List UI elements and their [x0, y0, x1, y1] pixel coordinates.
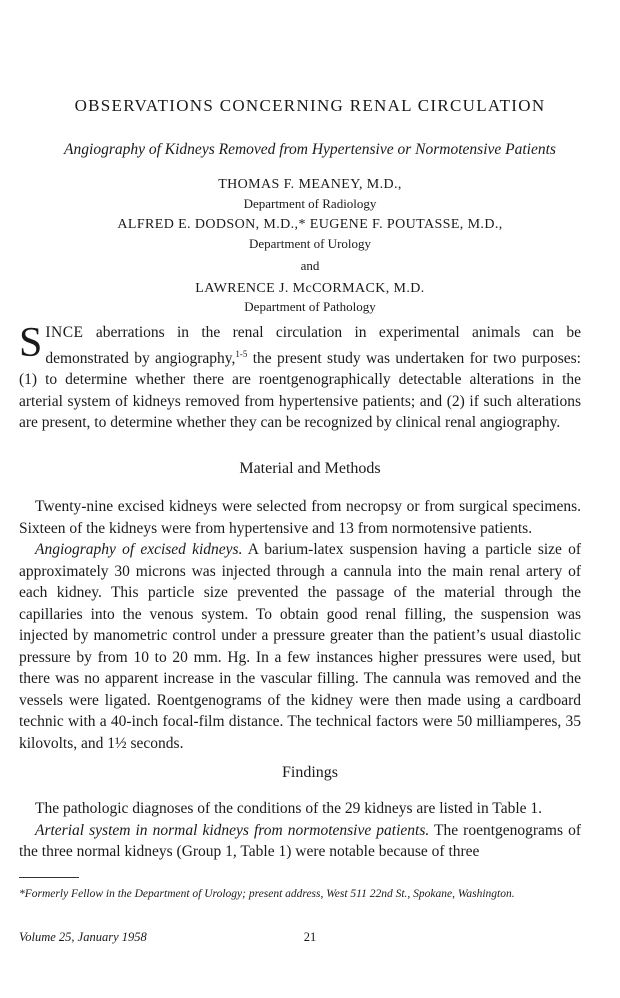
intro-text-b: the present study was undertaken for two purposes: (1) to determine whether there are roentgenographically detectable alterations in the arterial system of kidneys removed from hypertensive patients; and (2) if such alterations are present, to determine whether they can be recognized by clinical renal angiography. [19, 349, 581, 432]
findings-paragraph-2 [19, 820, 581, 863]
footnote: *Formerly Fellow in the Department of Urology; present address, West 511 22nd St., Spokane, Washington. [19, 888, 515, 900]
journal-volume: Volume 25, January 1958 [19, 930, 147, 944]
author-mccormack: LAWRENCE J. McCORMACK, M.D. [195, 281, 425, 296]
methods-paragraph-2 [19, 539, 581, 754]
author-dodson-poutasse: ALFRED E. DODSON, M.D.,* EUGENE F. POUTASSE, M.D., [117, 217, 503, 232]
methods-subheading: Angiography of excised kidneys. [35, 541, 243, 558]
dept-pathology: Department of Pathology [244, 299, 376, 314]
heading-methods: Material and Methods [239, 460, 381, 477]
methods-paragraph-2-text: A barium-latex suspension having a particle size of approximately 30 microns was injected through a cannula into the main renal artery of each kidney. This particle size prevented the passage of the material through the capillaries into the venous system. To obtain good renal filling, the suspension was injected by manometric control under a pressure greater than the patient’s usual diastolic pressure by from 10 to 20 mm. Hg. In a few instances higher pressures were used, but there was no apparent increase in the vascular filling. The cannula was removed and the vessels were ligated. Roentgenograms of the kidney were then made using a cardboard technic with a 40-inch focal-film distance. The technical factors were 50 milliamperes, 35 kilovolts, and 1½ seconds. [19, 541, 582, 752]
methods-body [19, 496, 581, 754]
intro-paragraph [19, 322, 581, 434]
author-connector: and [300, 258, 320, 273]
dept-radiology: Department of Radiology [243, 196, 377, 211]
drop-cap: S [19, 320, 43, 366]
footnote-rule [19, 877, 79, 878]
findings-paragraph-1: The pathologic diagnoses of the conditions of the 29 kidneys are listed in Table 1. [35, 800, 543, 817]
intro-text-a: aberrations in the renal circulation in experimental animals can be demonstrated by angiography, [45, 324, 581, 367]
reference-superscript: 1-5 [235, 348, 248, 359]
page-number: 21 [303, 930, 317, 944]
findings-body [19, 798, 581, 863]
findings-paragraph-2-text: The roentgenograms of the three normal kidneys (Group 1, Table 1) were notable because of three [19, 821, 581, 860]
article-subtitle: Angiography of Kidneys Removed from Hypertensive or Normotensive Patients [64, 141, 556, 158]
methods-paragraph-1: Twenty-nine excised kidneys were selected from necropsy or from surgical specimens. Sixteen of the kidneys were from hypertensive and 13 from normotensive patients. [19, 498, 581, 537]
author-meaney: THOMAS F. MEANEY, M.D., [218, 177, 402, 192]
findings-subheading: Arterial system in normal kidneys from normotensive patients. [35, 821, 430, 839]
dept-urology: Department of Urology [248, 236, 372, 251]
heading-findings: Findings [281, 764, 338, 781]
intro-lead: INCE [45, 324, 84, 341]
article-title: OBSERVATIONS CONCERNING RENAL CIRCULATION [74, 96, 546, 115]
